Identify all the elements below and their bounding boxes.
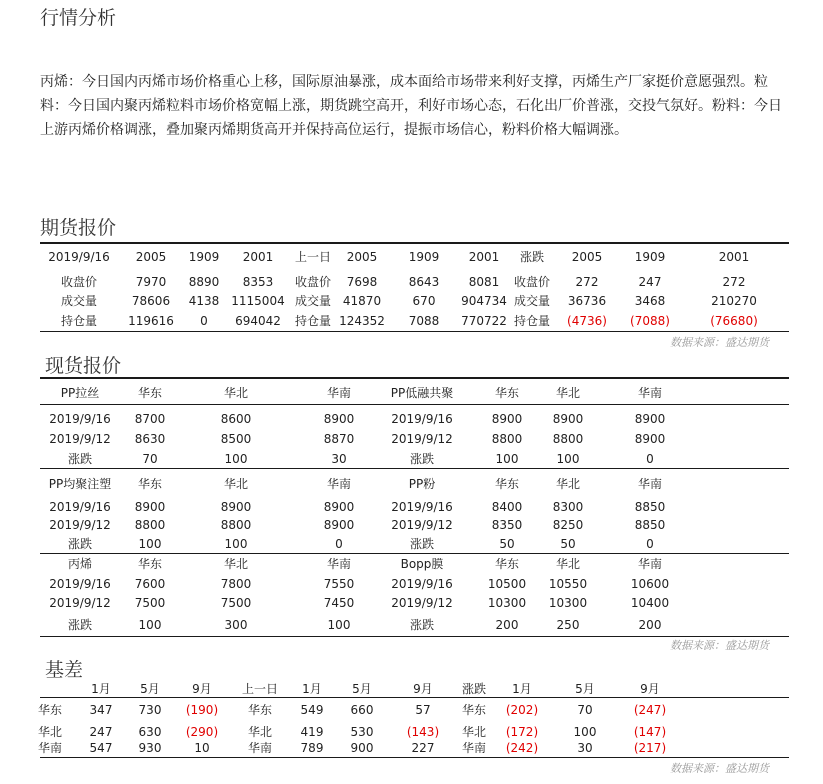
spot-header-cell: 华北	[555, 557, 580, 571]
futures-cell: 7970	[135, 275, 167, 289]
basis-cell: 华南	[461, 741, 486, 755]
futures-cell: 904734	[461, 294, 507, 308]
spot-cell: 涨跌	[409, 618, 434, 632]
basis-cell: (147)	[633, 725, 667, 739]
futures-cell: 78606	[131, 294, 171, 308]
basis-header-cell: 9月	[413, 682, 433, 696]
futures-cell: 7698	[346, 275, 378, 289]
spot-header-cell: PP低融共聚	[390, 386, 454, 400]
spot-header-cell: 丙烯	[67, 557, 92, 571]
basis-cell: 730	[138, 703, 162, 717]
market-analysis-paragraph: 丙烯：今日国内丙烯市场价格重心上移，国际原油暴涨，成本面给市场带来利好支撑，丙烯生产厂家挺价意愿强烈。粒料：今日国内聚丙烯粒料市场价格宽幅上涨，期货跳空高开，利好市场心态，石化出厂价普涨，交投气氛好。粉料：今日上游丙烯价格调涨，叠加聚丙烯期货高开并保持高位运行，提振市场信心，粉料价格大幅调涨。	[40, 74, 782, 138]
futures-cell: 成交量	[60, 294, 97, 308]
basis-cell: 247	[89, 725, 113, 739]
spot-cell: 100	[138, 537, 162, 551]
spot-cell: 8870	[323, 432, 355, 446]
spot-cell: 70	[142, 452, 158, 466]
basis-cell: (190)	[185, 703, 219, 717]
spot-cell: 8900	[552, 412, 584, 426]
market-analysis-title: 行情分析	[40, 7, 117, 29]
spot-cell: 2019/9/12	[391, 432, 453, 446]
spot-cell: 10300	[548, 596, 588, 610]
basis-cell: (247)	[633, 703, 667, 717]
futures-cell: 272	[575, 275, 599, 289]
spot-cell: 8850	[634, 500, 666, 514]
spot-title: 现货报价	[45, 355, 122, 377]
basis-cell: 100	[573, 725, 597, 739]
spot-cell: 8900	[323, 500, 355, 514]
spot-header-cell: PP粉	[408, 477, 436, 491]
basis-cell: 华北	[247, 725, 272, 739]
spot-cell: 0	[335, 537, 343, 551]
futures-cell: 41870	[342, 294, 382, 308]
basis-cell: 660	[350, 703, 374, 717]
basis-cell: 419	[300, 725, 324, 739]
futures-header-cell: 涨跌	[519, 250, 544, 264]
spot-cell: 100	[556, 452, 580, 466]
basis-cell: 华南	[37, 741, 62, 755]
basis-header-cell: 涨跌	[461, 682, 486, 696]
futures-cell: 694042	[235, 314, 281, 328]
basis-bottom-rule	[40, 757, 789, 758]
basis-title: 基差	[45, 659, 84, 681]
spot-cell: 8900	[323, 518, 355, 532]
spot-cell: 2019/9/16	[49, 500, 111, 514]
spot-header-cell: 华东	[494, 557, 519, 571]
spot-cell: 2019/9/16	[391, 500, 453, 514]
futures-cell: 收盘价	[513, 275, 550, 289]
futures-cell: 8353	[242, 275, 274, 289]
futures-cell: 770722	[461, 314, 507, 328]
spot-cell: 2019/9/12	[49, 432, 111, 446]
spot-cell: 8850	[634, 518, 666, 532]
basis-source: 数据来源：盛达期货	[670, 762, 769, 775]
spot-cell: 7600	[134, 577, 166, 591]
futures-header-cell: 上一日	[294, 250, 331, 264]
futures-cell: 收盘价	[60, 275, 97, 289]
spot-cell: 8350	[491, 518, 523, 532]
basis-cell: 900	[350, 741, 374, 755]
basis-cell: (172)	[505, 725, 539, 739]
basis-cell: (202)	[505, 703, 539, 717]
spot-cell: 100	[495, 452, 519, 466]
futures-cell: 4138	[188, 294, 220, 308]
spot-cell: 10550	[548, 577, 588, 591]
spot-header-cell: 华东	[494, 386, 519, 400]
futures-cell: 持仓量	[294, 314, 331, 328]
basis-header-cell: 1月	[512, 682, 532, 696]
spot-top-rule	[40, 377, 789, 379]
spot-cell: 200	[638, 618, 662, 632]
spot-cell: 7800	[220, 577, 252, 591]
futures-cell: 247	[638, 275, 662, 289]
spot-cell: 10400	[630, 596, 670, 610]
futures-cell: 持仓量	[513, 314, 550, 328]
spot-header-cell: 华北	[555, 477, 580, 491]
spot-cell: 100	[224, 452, 248, 466]
futures-header-cell: 2005	[346, 250, 378, 264]
futures-header-cell: 1909	[188, 250, 220, 264]
futures-cell: 124352	[339, 314, 385, 328]
spot-cell: 7500	[220, 596, 252, 610]
spot-header-cell: 华南	[637, 477, 662, 491]
spot-cell: 8800	[220, 518, 252, 532]
spot-cell: 8900	[634, 432, 666, 446]
spot-header-cell: 华南	[326, 557, 351, 571]
futures-cell: 持仓量	[60, 314, 97, 328]
spot-cell: 8800	[491, 432, 523, 446]
spot-cell: 10500	[487, 577, 527, 591]
basis-cell: (242)	[505, 741, 539, 755]
spot-header-cell: 华北	[223, 557, 248, 571]
futures-cell: 0	[200, 314, 208, 328]
futures-cell: 7088	[408, 314, 440, 328]
spot-cell: 300	[224, 618, 248, 632]
basis-cell: 华东	[461, 703, 486, 717]
spot-cell: 涨跌	[67, 537, 92, 551]
futures-cell: 成交量	[513, 294, 550, 308]
futures-cell: 272	[722, 275, 746, 289]
basis-cell: (217)	[633, 741, 667, 755]
spot-cell: 8300	[552, 500, 584, 514]
basis-cell: 630	[138, 725, 162, 739]
futures-cell: 1115004	[231, 294, 285, 308]
futures-cell: 119616	[128, 314, 174, 328]
spot-cell: 250	[556, 618, 580, 632]
basis-cell: 华东	[247, 703, 272, 717]
spot-cell: 100	[224, 537, 248, 551]
spot-cell: 涨跌	[67, 452, 92, 466]
futures-cell: 8643	[408, 275, 440, 289]
basis-cell: 547	[89, 741, 113, 755]
futures-source: 数据来源：盛达期货	[670, 336, 769, 349]
spot-cell: 8630	[134, 432, 166, 446]
futures-header-cell: 2019/9/16	[48, 250, 110, 264]
spot-header-cell: 华北	[555, 386, 580, 400]
basis-cell: 789	[300, 741, 324, 755]
spot-cell: 7450	[323, 596, 355, 610]
spot-cell: 10300	[487, 596, 527, 610]
spot-cell: 2019/9/16	[391, 577, 453, 591]
spot-cell: 8500	[220, 432, 252, 446]
spot-header-cell: 华东	[137, 386, 162, 400]
futures-cell: 收盘价	[294, 275, 331, 289]
futures-cell: 成交量	[294, 294, 331, 308]
basis-cell: 华北	[37, 725, 62, 739]
spot-cell: 2019/9/16	[391, 412, 453, 426]
basis-cell: 30	[577, 741, 593, 755]
spot-cell: 8800	[134, 518, 166, 532]
spot-header-cell: 华北	[223, 477, 248, 491]
futures-cell: (4736)	[567, 314, 607, 328]
spot-cell: 8600	[220, 412, 252, 426]
spot-cell: 7550	[323, 577, 355, 591]
spot-header-cell: 华北	[223, 386, 248, 400]
futures-cell: 210270	[711, 294, 757, 308]
spot-cell: 2019/9/16	[49, 577, 111, 591]
basis-cell: 549	[300, 703, 324, 717]
basis-cell: 530	[350, 725, 374, 739]
spot-cell: 2019/9/12	[49, 596, 111, 610]
futures-title: 期货报价	[40, 217, 117, 239]
basis-header-cell: 5月	[352, 682, 372, 696]
futures-header-cell: 2001	[718, 250, 750, 264]
spot-cell: 8800	[552, 432, 584, 446]
futures-header-cell: 2001	[468, 250, 500, 264]
futures-cell: 670	[412, 294, 436, 308]
futures-cell: 36736	[567, 294, 607, 308]
spot-block-separator	[40, 553, 789, 554]
basis-header-rule	[40, 697, 789, 698]
spot-cell: 8700	[134, 412, 166, 426]
futures-cell: (76680)	[710, 314, 758, 328]
spot-cell: 200	[495, 618, 519, 632]
futures-cell: 8081	[468, 275, 500, 289]
spot-cell: 100	[138, 618, 162, 632]
spot-header-rule	[40, 404, 789, 405]
spot-header-cell: 华东	[494, 477, 519, 491]
basis-header-cell: 1月	[91, 682, 111, 696]
spot-cell: 50	[499, 537, 515, 551]
spot-cell: 8900	[323, 412, 355, 426]
spot-header-cell: 华南	[326, 477, 351, 491]
spot-block-separator	[40, 468, 789, 469]
futures-header-cell: 2005	[135, 250, 167, 264]
spot-cell: 30	[331, 452, 347, 466]
futures-top-rule	[40, 242, 789, 244]
basis-header-cell: 9月	[192, 682, 212, 696]
basis-header-cell: 上一日	[241, 682, 278, 696]
basis-cell: 347	[89, 703, 113, 717]
spot-cell: 7500	[134, 596, 166, 610]
basis-cell: 10	[194, 741, 210, 755]
spot-header-cell: PP均聚注塑	[48, 477, 112, 491]
futures-header-cell: 2001	[242, 250, 274, 264]
spot-cell: 涨跌	[409, 452, 434, 466]
spot-cell: 0	[646, 452, 654, 466]
basis-cell: 华南	[247, 741, 272, 755]
spot-header-cell: 华南	[637, 557, 662, 571]
futures-cell: (7088)	[630, 314, 670, 328]
spot-cell: 8900	[634, 412, 666, 426]
spot-source: 数据来源：盛达期货	[670, 639, 769, 652]
spot-cell: 涨跌	[409, 537, 434, 551]
spot-cell: 10600	[630, 577, 670, 591]
spot-cell: 2019/9/12	[391, 518, 453, 532]
basis-header-cell: 1月	[302, 682, 322, 696]
basis-cell: (290)	[185, 725, 219, 739]
spot-header-cell: 华东	[137, 477, 162, 491]
futures-header-cell: 1909	[408, 250, 440, 264]
basis-cell: 华北	[461, 725, 486, 739]
spot-cell: 8900	[220, 500, 252, 514]
spot-cell: 2019/9/12	[49, 518, 111, 532]
spot-cell: 50	[560, 537, 576, 551]
spot-cell: 100	[327, 618, 351, 632]
basis-header-cell: 5月	[140, 682, 160, 696]
spot-cell: 0	[646, 537, 654, 551]
futures-cell: 8890	[188, 275, 220, 289]
spot-header-cell: 华东	[137, 557, 162, 571]
basis-cell: 227	[411, 741, 435, 755]
basis-cell: (143)	[406, 725, 440, 739]
basis-cell: 华东	[37, 703, 62, 717]
spot-header-cell: PP拉丝	[60, 386, 100, 400]
basis-cell: 930	[138, 741, 162, 755]
spot-cell: 2019/9/12	[391, 596, 453, 610]
spot-header-cell: 华南	[326, 386, 351, 400]
spot-cell: 8900	[134, 500, 166, 514]
spot-cell: 8250	[552, 518, 584, 532]
basis-cell: 70	[577, 703, 593, 717]
futures-header-cell: 2005	[571, 250, 603, 264]
spot-cell: 涨跌	[67, 618, 92, 632]
spot-cell: 8900	[491, 412, 523, 426]
futures-header-cell: 1909	[634, 250, 666, 264]
basis-header-cell: 9月	[640, 682, 660, 696]
spot-header-cell: Bopp膜	[400, 557, 444, 571]
futures-cell: 3468	[634, 294, 666, 308]
spot-header-cell: 华南	[637, 386, 662, 400]
basis-cell: 57	[415, 703, 431, 717]
spot-cell: 2019/9/16	[49, 412, 111, 426]
basis-header-cell: 5月	[575, 682, 595, 696]
futures-bottom-rule	[40, 331, 789, 332]
spot-cell: 8400	[491, 500, 523, 514]
